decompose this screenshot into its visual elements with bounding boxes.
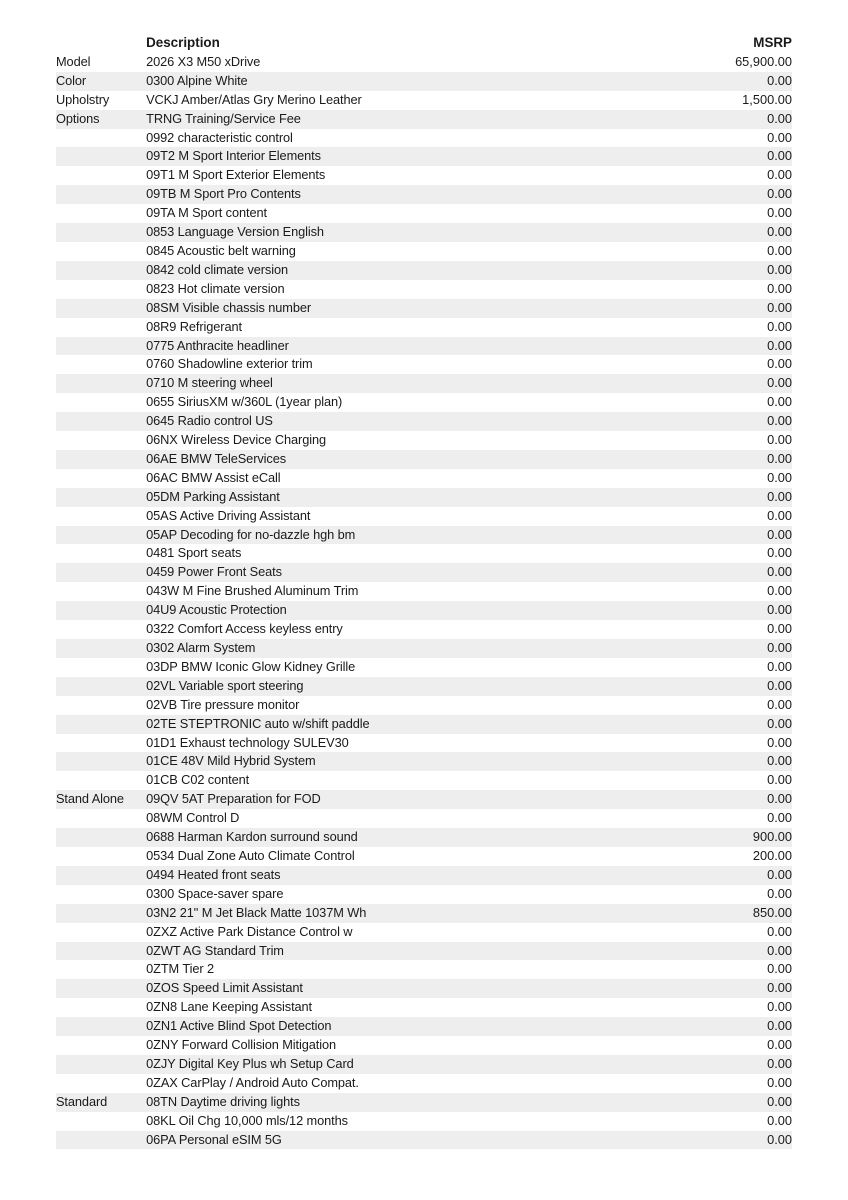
- row-msrp: 0.00: [612, 1093, 792, 1112]
- row-description: 0300 Space-saver spare: [146, 885, 612, 904]
- table-header-row: [56, 34, 792, 53]
- row-category: [56, 942, 146, 961]
- row-msrp: 0.00: [612, 1017, 792, 1036]
- table-row: [56, 1036, 792, 1055]
- row-msrp: 0.00: [612, 771, 792, 790]
- row-description: 0459 Power Front Seats: [146, 563, 612, 582]
- row-description: 05AS Active Driving Assistant: [146, 507, 612, 526]
- table-row: [56, 658, 792, 677]
- table-row: [56, 582, 792, 601]
- row-description: 0ZN1 Active Blind Spot Detection: [146, 1017, 612, 1036]
- row-msrp: 0.00: [612, 544, 792, 563]
- table-row: [56, 885, 792, 904]
- row-msrp: 0.00: [612, 885, 792, 904]
- row-category: [56, 904, 146, 923]
- row-description: 09TB M Sport Pro Contents: [146, 185, 612, 204]
- row-description: 0645 Radio control US: [146, 412, 612, 431]
- row-category: [56, 488, 146, 507]
- row-msrp: 0.00: [612, 242, 792, 261]
- row-category: [56, 507, 146, 526]
- table-row: [56, 734, 792, 753]
- row-msrp: 0.00: [612, 582, 792, 601]
- row-msrp: 0.00: [612, 204, 792, 223]
- row-description: 01CB C02 content: [146, 771, 612, 790]
- table-row: [56, 544, 792, 563]
- row-category: [56, 469, 146, 488]
- row-msrp: 0.00: [612, 223, 792, 242]
- row-category: [56, 696, 146, 715]
- table-row: [56, 431, 792, 450]
- row-category: [56, 1112, 146, 1131]
- row-description: 043W M Fine Brushed Aluminum Trim: [146, 582, 612, 601]
- row-category: Color: [56, 72, 146, 91]
- row-msrp: 0.00: [612, 734, 792, 753]
- row-msrp: 0.00: [612, 715, 792, 734]
- row-msrp: 0.00: [612, 639, 792, 658]
- row-description: 03DP BMW Iconic Glow Kidney Grille: [146, 658, 612, 677]
- row-description: 02TE STEPTRONIC auto w/shift paddle: [146, 715, 612, 734]
- table-row: [56, 809, 792, 828]
- row-category: [56, 828, 146, 847]
- table-header: [56, 34, 792, 53]
- row-description: 09T1 M Sport Exterior Elements: [146, 166, 612, 185]
- row-description: 04U9 Acoustic Protection: [146, 601, 612, 620]
- row-msrp: 0.00: [612, 450, 792, 469]
- row-description: 06PA Personal eSIM 5G: [146, 1131, 612, 1150]
- row-description: 0823 Hot climate version: [146, 280, 612, 299]
- row-category: [56, 639, 146, 658]
- row-description: 0ZWT AG Standard Trim: [146, 942, 612, 961]
- row-category: [56, 393, 146, 412]
- table-row: [56, 488, 792, 507]
- row-description: 05DM Parking Assistant: [146, 488, 612, 507]
- row-msrp: 0.00: [612, 261, 792, 280]
- row-category: [56, 299, 146, 318]
- row-msrp: 0.00: [612, 960, 792, 979]
- row-msrp: 0.00: [612, 563, 792, 582]
- table-row: [56, 771, 792, 790]
- row-category: Model: [56, 53, 146, 72]
- row-category: [56, 242, 146, 261]
- row-msrp: 0.00: [612, 677, 792, 696]
- row-description: 02VB Tire pressure monitor: [146, 696, 612, 715]
- row-category: [56, 582, 146, 601]
- row-category: [56, 147, 146, 166]
- row-description: 0322 Comfort Access keyless entry: [146, 620, 612, 639]
- table-row: [56, 91, 792, 110]
- row-description: TRNG Training/Service Fee: [146, 110, 612, 129]
- row-description: 0494 Heated front seats: [146, 866, 612, 885]
- table-row: [56, 563, 792, 582]
- table-row: [56, 790, 792, 809]
- table-row: [56, 828, 792, 847]
- row-msrp: 0.00: [612, 601, 792, 620]
- table-row: [56, 696, 792, 715]
- row-category: [56, 1131, 146, 1150]
- row-description: 0ZTM Tier 2: [146, 960, 612, 979]
- row-msrp: 0.00: [612, 469, 792, 488]
- row-category: [56, 923, 146, 942]
- table-row: [56, 998, 792, 1017]
- row-msrp: 0.00: [612, 355, 792, 374]
- row-msrp: 0.00: [612, 998, 792, 1017]
- row-description: 0300 Alpine White: [146, 72, 612, 91]
- table-row: [56, 147, 792, 166]
- row-description: 08TN Daytime driving lights: [146, 1093, 612, 1112]
- row-msrp: 0.00: [612, 1074, 792, 1093]
- row-description: 0710 M steering wheel: [146, 374, 612, 393]
- row-category: [56, 658, 146, 677]
- row-description: 0853 Language Version English: [146, 223, 612, 242]
- row-msrp: 0.00: [612, 1112, 792, 1131]
- row-category: Standard: [56, 1093, 146, 1112]
- row-msrp: 900.00: [612, 828, 792, 847]
- row-description: 08WM Control D: [146, 809, 612, 828]
- table-row: [56, 53, 792, 72]
- row-msrp: 0.00: [612, 923, 792, 942]
- row-description: 0992 characteristic control: [146, 129, 612, 148]
- row-category: Upholstry: [56, 91, 146, 110]
- column-header-msrp: MSRP: [753, 35, 792, 50]
- row-category: [56, 318, 146, 337]
- table-row: [56, 677, 792, 696]
- row-category: [56, 374, 146, 393]
- row-category: [56, 979, 146, 998]
- table-row: [56, 299, 792, 318]
- row-category: [56, 960, 146, 979]
- table-row: [56, 393, 792, 412]
- table-row: [56, 412, 792, 431]
- table-row: [56, 204, 792, 223]
- row-description: 09T2 M Sport Interior Elements: [146, 147, 612, 166]
- row-category: [56, 261, 146, 280]
- row-msrp: 200.00: [612, 847, 792, 866]
- table-row: [56, 847, 792, 866]
- row-category: [56, 620, 146, 639]
- table-row: [56, 355, 792, 374]
- row-category: [56, 809, 146, 828]
- row-msrp: 0.00: [612, 507, 792, 526]
- row-category: [56, 412, 146, 431]
- table-row: [56, 526, 792, 545]
- table-row: [56, 507, 792, 526]
- row-category: [56, 450, 146, 469]
- row-category: [56, 1074, 146, 1093]
- row-msrp: 0.00: [612, 942, 792, 961]
- table-row: [56, 318, 792, 337]
- row-category: [56, 715, 146, 734]
- row-category: [56, 734, 146, 753]
- row-category: [56, 1055, 146, 1074]
- row-msrp: 0.00: [612, 979, 792, 998]
- row-msrp: 0.00: [612, 752, 792, 771]
- row-msrp: 0.00: [612, 488, 792, 507]
- row-description: 0ZNY Forward Collision Mitigation: [146, 1036, 612, 1055]
- row-msrp: 1,500.00: [612, 91, 792, 110]
- row-description: 06NX Wireless Device Charging: [146, 431, 612, 450]
- row-category: Stand Alone: [56, 790, 146, 809]
- row-msrp: 0.00: [612, 374, 792, 393]
- row-category: [56, 223, 146, 242]
- table-row: [56, 639, 792, 658]
- row-msrp: 0.00: [612, 72, 792, 91]
- table-row: [56, 960, 792, 979]
- row-description: 03N2 21" M Jet Black Matte 1037M Wh: [146, 904, 612, 923]
- row-msrp: 0.00: [612, 866, 792, 885]
- row-description: VCKJ Amber/Atlas Gry Merino Leather: [146, 91, 612, 110]
- row-category: [56, 847, 146, 866]
- row-description: 0688 Harman Kardon surround sound: [146, 828, 612, 847]
- column-header-category: [56, 34, 146, 53]
- table-row: [56, 1074, 792, 1093]
- table-row: [56, 337, 792, 356]
- table-row: [56, 866, 792, 885]
- row-description: 0ZXZ Active Park Distance Control w: [146, 923, 612, 942]
- table-row: [56, 923, 792, 942]
- row-category: [56, 771, 146, 790]
- row-msrp: 0.00: [612, 431, 792, 450]
- table-row: [56, 242, 792, 261]
- row-description: 0ZN8 Lane Keeping Assistant: [146, 998, 612, 1017]
- row-category: [56, 526, 146, 545]
- row-description: 0842 cold climate version: [146, 261, 612, 280]
- row-msrp: 0.00: [612, 1131, 792, 1150]
- table-row: [56, 110, 792, 129]
- table-row: [56, 223, 792, 242]
- row-category: [56, 337, 146, 356]
- row-category: Options: [56, 110, 146, 129]
- row-msrp: 0.00: [612, 526, 792, 545]
- row-category: [56, 1036, 146, 1055]
- row-description: 08KL Oil Chg 10,000 mls/12 months: [146, 1112, 612, 1131]
- row-description: 08SM Visible chassis number: [146, 299, 612, 318]
- row-description: 06AC BMW Assist eCall: [146, 469, 612, 488]
- row-description: 09TA M Sport content: [146, 204, 612, 223]
- table-row: [56, 979, 792, 998]
- row-msrp: 0.00: [612, 147, 792, 166]
- row-description: 09QV 5AT Preparation for FOD: [146, 790, 612, 809]
- row-description: 0481 Sport seats: [146, 544, 612, 563]
- table-row: [56, 1093, 792, 1112]
- row-msrp: 0.00: [612, 790, 792, 809]
- row-category: [56, 998, 146, 1017]
- row-msrp: 0.00: [612, 337, 792, 356]
- table-row: [56, 715, 792, 734]
- column-header-description: Description: [146, 35, 220, 50]
- row-description: 0655 SiriusXM w/360L (1year plan): [146, 393, 612, 412]
- row-msrp: 0.00: [612, 809, 792, 828]
- row-category: [56, 601, 146, 620]
- row-msrp: 65,900.00: [612, 53, 792, 72]
- row-msrp: 0.00: [612, 393, 792, 412]
- row-description: 0302 Alarm System: [146, 639, 612, 658]
- row-description: 01CE 48V Mild Hybrid System: [146, 752, 612, 771]
- row-msrp: 0.00: [612, 185, 792, 204]
- row-description: 0ZOS Speed Limit Assistant: [146, 979, 612, 998]
- row-description: 0ZJY Digital Key Plus wh Setup Card: [146, 1055, 612, 1074]
- row-msrp: 0.00: [612, 110, 792, 129]
- table-row: [56, 752, 792, 771]
- row-description: 0760 Shadowline exterior trim: [146, 355, 612, 374]
- row-category: [56, 752, 146, 771]
- row-category: [56, 129, 146, 148]
- table-body: [56, 53, 792, 1150]
- table-row: [56, 280, 792, 299]
- row-description: 08R9 Refrigerant: [146, 318, 612, 337]
- row-description: 2026 X3 M50 xDrive: [146, 53, 612, 72]
- row-msrp: 0.00: [612, 412, 792, 431]
- row-msrp: 0.00: [612, 166, 792, 185]
- table-row: [56, 374, 792, 393]
- row-msrp: 0.00: [612, 299, 792, 318]
- row-description: 06AE BMW TeleServices: [146, 450, 612, 469]
- table-row: [56, 469, 792, 488]
- table-row: [56, 129, 792, 148]
- row-description: 0775 Anthracite headliner: [146, 337, 612, 356]
- table-row: [56, 166, 792, 185]
- table-row: [56, 904, 792, 923]
- row-category: [56, 280, 146, 299]
- row-msrp: 0.00: [612, 620, 792, 639]
- table-row: [56, 450, 792, 469]
- row-category: [56, 885, 146, 904]
- row-category: [56, 204, 146, 223]
- row-category: [56, 185, 146, 204]
- table-row: [56, 601, 792, 620]
- row-category: [56, 431, 146, 450]
- pricing-table: [56, 34, 792, 1149]
- row-msrp: 0.00: [612, 1055, 792, 1074]
- row-msrp: 0.00: [612, 696, 792, 715]
- table-row: [56, 1112, 792, 1131]
- table-row: [56, 185, 792, 204]
- row-description: 0534 Dual Zone Auto Climate Control: [146, 847, 612, 866]
- row-category: [56, 166, 146, 185]
- row-msrp: 0.00: [612, 318, 792, 337]
- table-row: [56, 1055, 792, 1074]
- row-description: 0845 Acoustic belt warning: [146, 242, 612, 261]
- table-row: [56, 1131, 792, 1150]
- row-category: [56, 677, 146, 696]
- table-row: [56, 261, 792, 280]
- row-description: 02VL Variable sport steering: [146, 677, 612, 696]
- row-category: [56, 355, 146, 374]
- row-msrp: 0.00: [612, 1036, 792, 1055]
- row-description: 01D1 Exhaust technology SULEV30: [146, 734, 612, 753]
- row-category: [56, 1017, 146, 1036]
- table-row: [56, 72, 792, 91]
- table-row: [56, 620, 792, 639]
- row-description: 0ZAX CarPlay / Android Auto Compat.: [146, 1074, 612, 1093]
- table-row: [56, 1017, 792, 1036]
- row-msrp: 0.00: [612, 129, 792, 148]
- table-row: [56, 942, 792, 961]
- row-category: [56, 544, 146, 563]
- row-msrp: 0.00: [612, 280, 792, 299]
- row-category: [56, 563, 146, 582]
- row-msrp: 0.00: [612, 658, 792, 677]
- row-msrp: 850.00: [612, 904, 792, 923]
- row-description: 05AP Decoding for no-dazzle hgh bm: [146, 526, 612, 545]
- row-category: [56, 866, 146, 885]
